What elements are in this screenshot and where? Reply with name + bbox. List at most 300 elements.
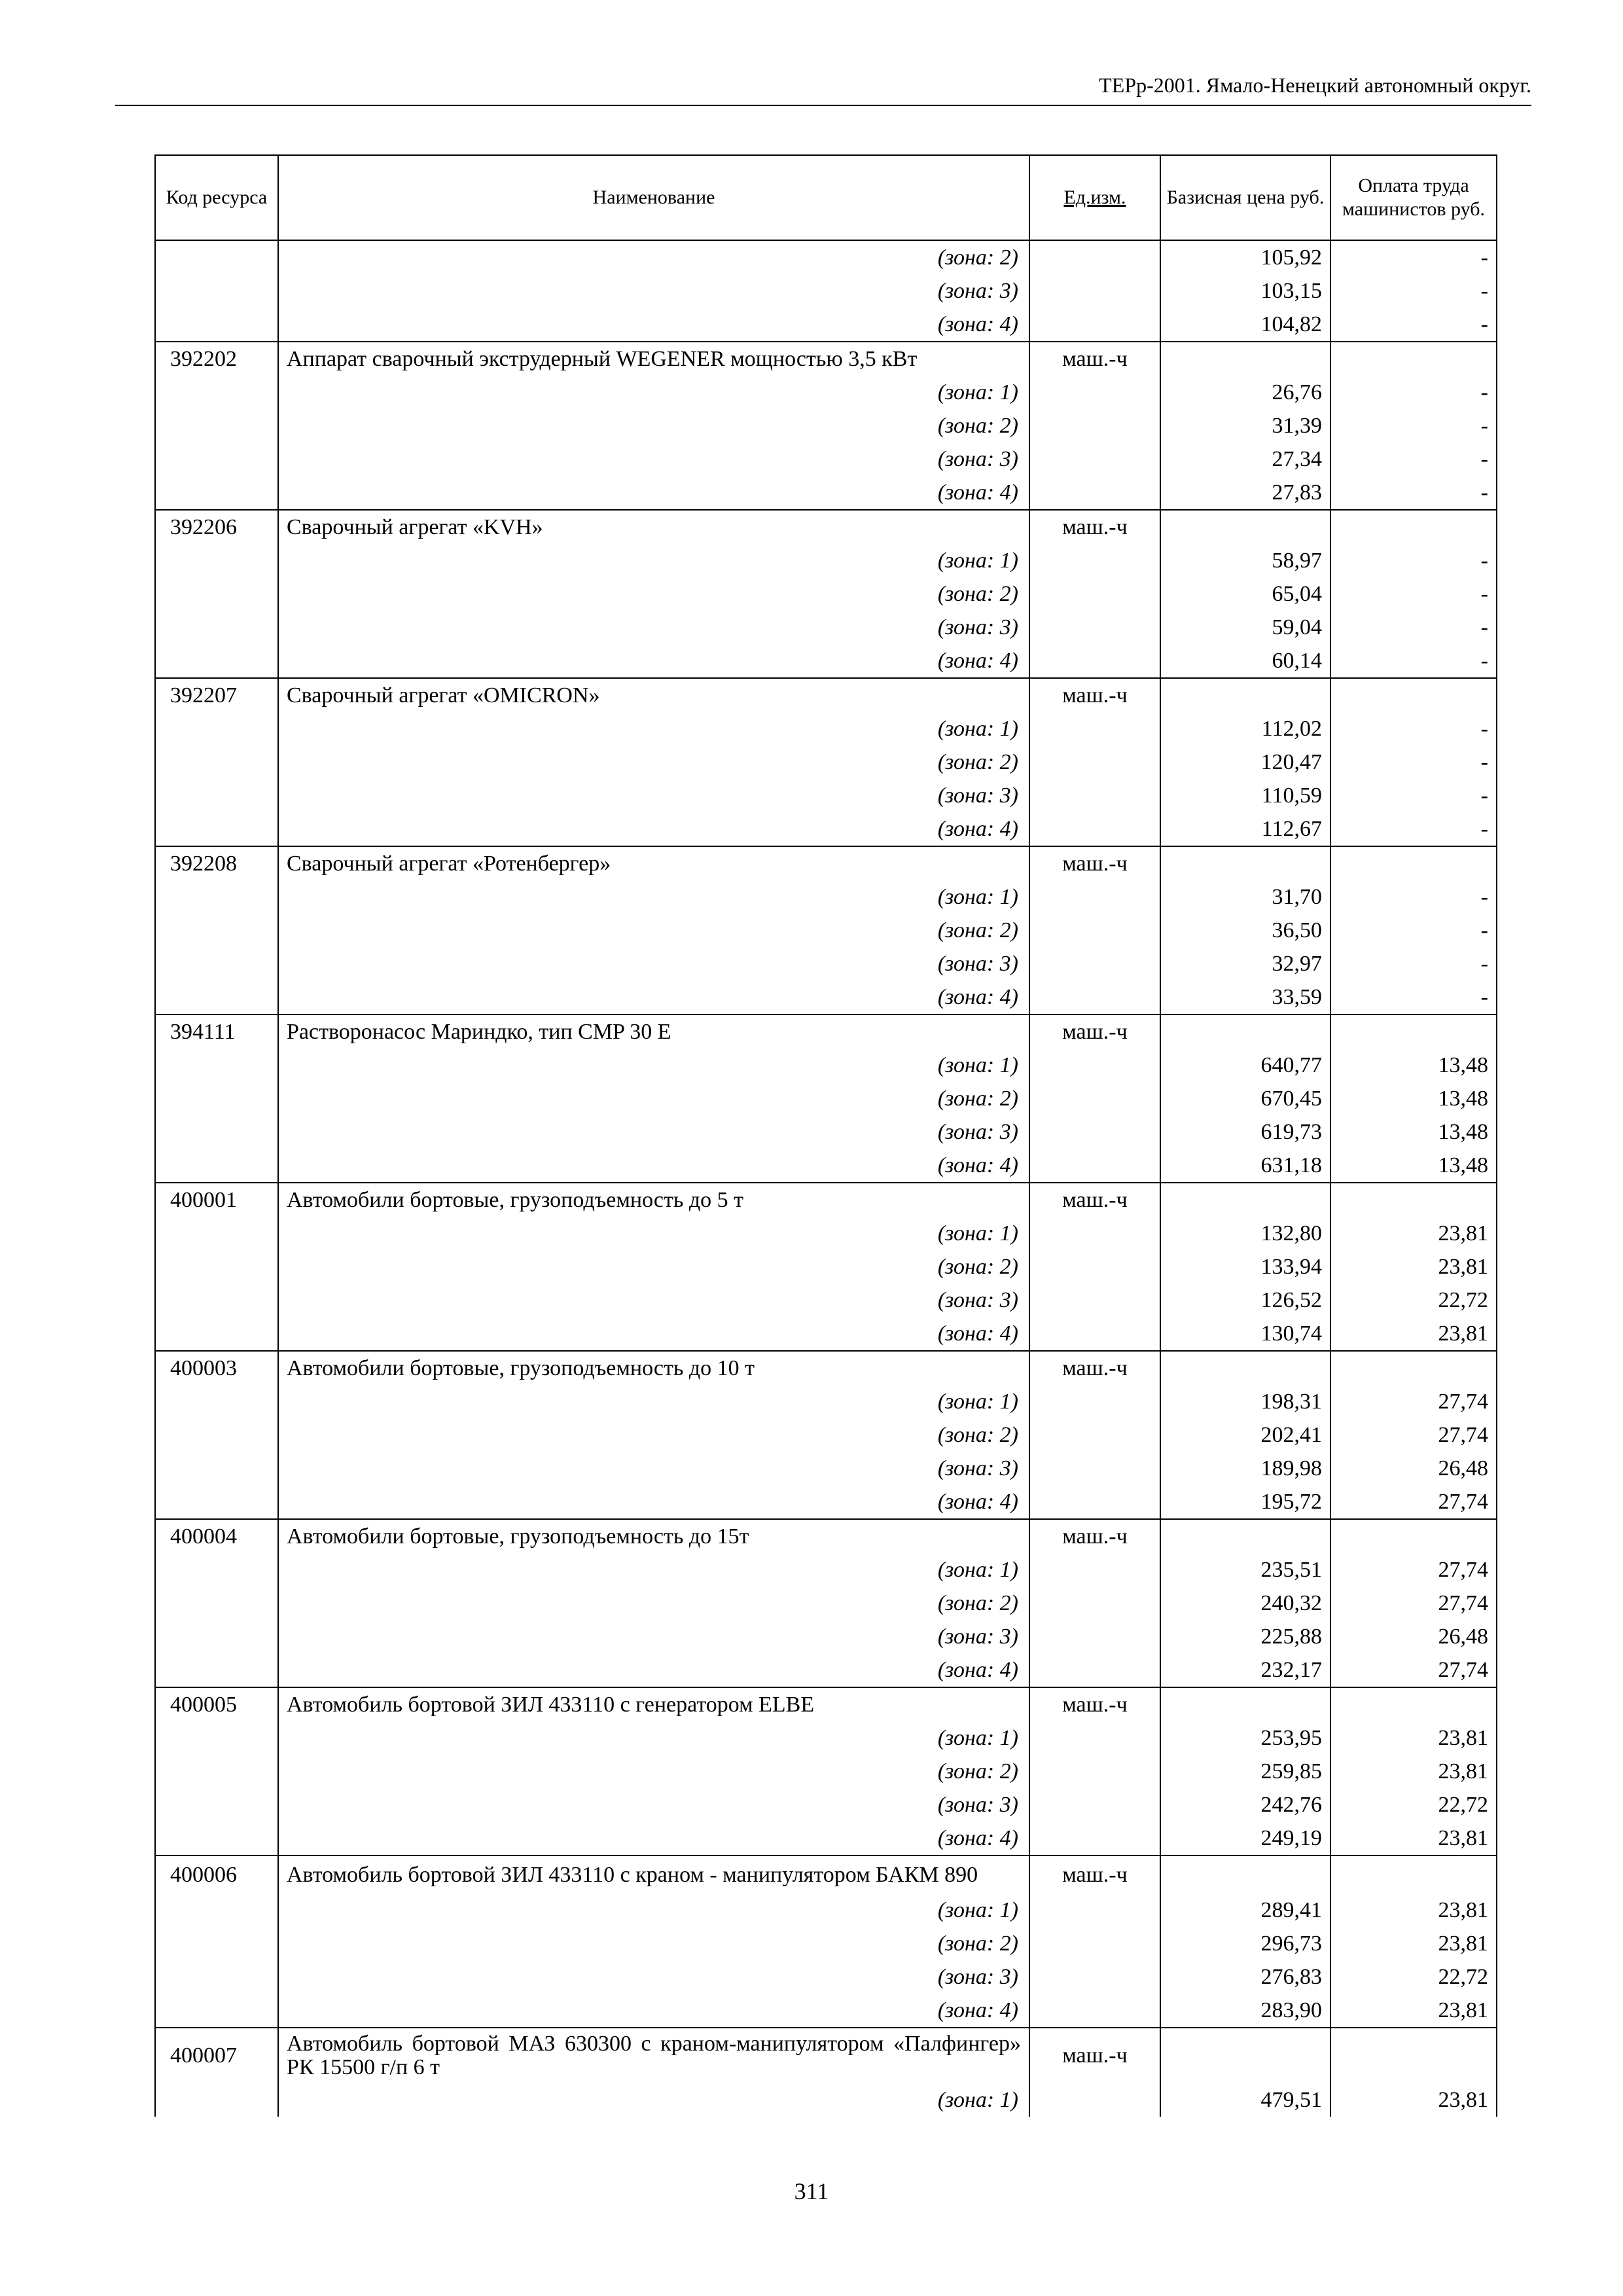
resource-unit: маш.-ч [1029, 678, 1160, 712]
base-price-value: 103,15 [1160, 274, 1330, 308]
zone-label: (зона: 1) [278, 880, 1029, 914]
code-cell [155, 1452, 278, 1485]
labor-value: 27,74 [1330, 1418, 1497, 1452]
code-cell [155, 914, 278, 947]
base-price-cell [1160, 846, 1330, 880]
code-cell [155, 1049, 278, 1082]
base-price-value: 60,14 [1160, 644, 1330, 678]
labor-value: - [1330, 914, 1497, 947]
column-header-base-price: Базисная цена руб. [1160, 155, 1330, 240]
labor-value: 22,72 [1330, 1283, 1497, 1317]
base-price-value: 65,04 [1160, 577, 1330, 611]
resource-unit: маш.-ч [1029, 1351, 1160, 1385]
labor-value: 23,81 [1330, 1893, 1497, 1927]
base-price-value: 36,50 [1160, 914, 1330, 947]
zone-row [155, 1149, 1497, 1183]
resource-code: 394111 [155, 1014, 278, 1049]
zone-row [155, 779, 1497, 812]
code-cell [155, 779, 278, 812]
unit-cell [1029, 376, 1160, 409]
code-cell [155, 2083, 278, 2117]
resource-code: 392202 [155, 342, 278, 376]
resource-unit: маш.-ч [1029, 1014, 1160, 1049]
unit-cell [1029, 1620, 1160, 1653]
base-price-value: 202,41 [1160, 1418, 1330, 1452]
base-price-value: 296,73 [1160, 1927, 1330, 1960]
resource-row [155, 1014, 1497, 1049]
resource-name: Автомобили бортовые, грузоподъемность до 5 т [278, 1183, 1029, 1217]
base-price-value: 640,77 [1160, 1049, 1330, 1082]
code-cell [155, 947, 278, 980]
zone-row [155, 914, 1497, 947]
unit-cell [1029, 1049, 1160, 1082]
unit-cell [1029, 1082, 1160, 1115]
unit-cell [1029, 914, 1160, 947]
column-header-code: Код ресурса [155, 155, 278, 240]
zone-label: (зона: 2) [278, 409, 1029, 442]
zone-row [155, 544, 1497, 577]
code-cell [155, 1418, 278, 1452]
resource-unit: маш.-ч [1029, 1519, 1160, 1553]
base-price-value: 58,97 [1160, 544, 1330, 577]
labor-value: - [1330, 577, 1497, 611]
resource-name: Автомобиль бортовой МАЗ 630300 с краном-манипулятором «Палфингер» РК 15500 г/п 6 т [278, 2028, 1029, 2083]
zone-row [155, 476, 1497, 510]
zone-label: (зона: 2) [278, 1927, 1029, 1960]
code-cell [155, 274, 278, 308]
unit-cell [1029, 1283, 1160, 1317]
code-cell [155, 409, 278, 442]
zone-row [155, 947, 1497, 980]
base-price-cell [1160, 1351, 1330, 1385]
labor-value: - [1330, 611, 1497, 644]
labor-value: 27,74 [1330, 1385, 1497, 1418]
unit-cell [1029, 1653, 1160, 1687]
labor-cell [1330, 342, 1497, 376]
code-cell [155, 1755, 278, 1788]
zone-row [155, 409, 1497, 442]
unit-cell [1029, 1721, 1160, 1755]
labor-cell [1330, 1856, 1497, 1893]
code-cell [155, 611, 278, 644]
resource-name: Автомобиль бортовой ЗИЛ 433110 с краном - манипулятором БАКМ 890 [278, 1856, 1029, 1893]
labor-value: 13,48 [1330, 1115, 1497, 1149]
resource-code: 400006 [155, 1856, 278, 1893]
code-cell [155, 1250, 278, 1283]
resource-unit: маш.-ч [1029, 846, 1160, 880]
resource-row [155, 846, 1497, 880]
resource-row [155, 1519, 1497, 1553]
zone-row [155, 812, 1497, 846]
labor-cell [1330, 846, 1497, 880]
zone-row [155, 1755, 1497, 1788]
labor-value: 23,81 [1330, 1721, 1497, 1755]
resource-row [155, 1856, 1497, 1893]
unit-cell [1029, 308, 1160, 342]
zone-label: (зона: 3) [278, 1115, 1029, 1149]
labor-value: 27,74 [1330, 1553, 1497, 1587]
labor-value: - [1330, 476, 1497, 510]
labor-cell [1330, 1183, 1497, 1217]
column-header-unit: Ед.изм. [1029, 155, 1160, 240]
zone-label: (зона: 4) [278, 1994, 1029, 2028]
unit-cell [1029, 577, 1160, 611]
labor-value: 23,81 [1330, 1217, 1497, 1250]
zone-row [155, 1485, 1497, 1519]
base-price-value: 253,95 [1160, 1721, 1330, 1755]
zone-row [155, 1653, 1497, 1687]
resource-price-table [154, 154, 1497, 2117]
code-cell [155, 1927, 278, 1960]
code-cell [155, 1553, 278, 1587]
base-price-value: 289,41 [1160, 1893, 1330, 1927]
zone-row [155, 1620, 1497, 1653]
zone-label: (зона: 2) [278, 1587, 1029, 1620]
base-price-value: 27,83 [1160, 476, 1330, 510]
unit-cell [1029, 947, 1160, 980]
zone-label: (зона: 1) [278, 1721, 1029, 1755]
zone-row [155, 1788, 1497, 1821]
base-price-value: 130,74 [1160, 1317, 1330, 1351]
base-price-value: 32,97 [1160, 947, 1330, 980]
code-cell [155, 577, 278, 611]
labor-value: - [1330, 779, 1497, 812]
zone-label: (зона: 4) [278, 476, 1029, 510]
zone-row [155, 880, 1497, 914]
unit-cell [1029, 980, 1160, 1014]
code-cell [155, 1788, 278, 1821]
zone-label: (зона: 1) [278, 1385, 1029, 1418]
unit-cell [1029, 1893, 1160, 1927]
labor-value: - [1330, 947, 1497, 980]
base-price-cell [1160, 1687, 1330, 1721]
code-cell [155, 1115, 278, 1149]
base-price-value: 276,83 [1160, 1960, 1330, 1994]
zone-label: (зона: 2) [278, 240, 1029, 274]
resource-code: 400007 [155, 2028, 278, 2083]
unit-cell [1029, 1217, 1160, 1250]
zone-row [155, 1927, 1497, 1960]
resource-name: Автомобили бортовые, грузоподъемность до 10 т [278, 1351, 1029, 1385]
resource-unit: маш.-ч [1029, 510, 1160, 544]
base-price-value: 27,34 [1160, 442, 1330, 476]
zone-label: (зона: 1) [278, 2083, 1029, 2117]
zone-row [155, 1893, 1497, 1927]
base-price-value: 232,17 [1160, 1653, 1330, 1687]
zone-label: (зона: 3) [278, 1960, 1029, 1994]
labor-value: 23,81 [1330, 1821, 1497, 1856]
base-price-value: 31,70 [1160, 880, 1330, 914]
zone-label: (зона: 2) [278, 1082, 1029, 1115]
zone-row [155, 577, 1497, 611]
zone-row [155, 376, 1497, 409]
zone-label: (зона: 3) [278, 1788, 1029, 1821]
zone-label: (зона: 3) [278, 1283, 1029, 1317]
base-price-value: 105,92 [1160, 240, 1330, 274]
labor-cell [1330, 510, 1497, 544]
carryover-zone-row [155, 308, 1497, 342]
zone-row [155, 1452, 1497, 1485]
zone-label: (зона: 3) [278, 1620, 1029, 1653]
base-price-value: 133,94 [1160, 1250, 1330, 1283]
unit-cell [1029, 544, 1160, 577]
resource-code: 400005 [155, 1687, 278, 1721]
zone-row [155, 611, 1497, 644]
base-price-value: 198,31 [1160, 1385, 1330, 1418]
zone-row [155, 1821, 1497, 1856]
unit-cell [1029, 1149, 1160, 1183]
base-price-value: 112,67 [1160, 812, 1330, 846]
unit-cell [1029, 611, 1160, 644]
zone-label: (зона: 1) [278, 712, 1029, 745]
labor-value: 23,81 [1330, 2083, 1497, 2117]
code-cell [155, 1217, 278, 1250]
resource-unit: маш.-ч [1029, 2028, 1160, 2083]
zone-label: (зона: 4) [278, 644, 1029, 678]
resource-code: 392208 [155, 846, 278, 880]
unit-cell [1029, 409, 1160, 442]
code-cell [155, 1283, 278, 1317]
base-price-value: 31,39 [1160, 409, 1330, 442]
zone-label: (зона: 2) [278, 1250, 1029, 1283]
labor-value: - [1330, 980, 1497, 1014]
code-cell [155, 1587, 278, 1620]
base-price-value: 104,82 [1160, 308, 1330, 342]
labor-value: 22,72 [1330, 1788, 1497, 1821]
code-cell [155, 1721, 278, 1755]
zone-row [155, 745, 1497, 779]
labor-value: - [1330, 745, 1497, 779]
zone-label: (зона: 3) [278, 947, 1029, 980]
resource-row [155, 1351, 1497, 1385]
zone-label: (зона: 2) [278, 1418, 1029, 1452]
zone-label: (зона: 1) [278, 1217, 1029, 1250]
labor-value: - [1330, 712, 1497, 745]
labor-value: 23,81 [1330, 1927, 1497, 1960]
unit-cell [1029, 1553, 1160, 1587]
labor-value: 26,48 [1330, 1452, 1497, 1485]
base-price-cell [1160, 342, 1330, 376]
zone-label: (зона: 4) [278, 308, 1029, 342]
zone-row [155, 712, 1497, 745]
resource-name: Аппарат сварочный экструдерный WEGENER мощностью 3,5 кВт [278, 342, 1029, 376]
unit-cell [1029, 1115, 1160, 1149]
labor-value: - [1330, 274, 1497, 308]
code-cell [155, 1960, 278, 1994]
zone-label: (зона: 1) [278, 544, 1029, 577]
unit-cell [1029, 442, 1160, 476]
labor-value: 27,74 [1330, 1653, 1497, 1687]
unit-cell [1029, 1250, 1160, 1283]
labor-value: - [1330, 812, 1497, 846]
zone-row [155, 644, 1497, 678]
unit-cell [1029, 1788, 1160, 1821]
code-cell [155, 980, 278, 1014]
code-cell [155, 1385, 278, 1418]
labor-value: 27,74 [1330, 1485, 1497, 1519]
zone-row [155, 1553, 1497, 1587]
base-price-value: 120,47 [1160, 745, 1330, 779]
column-header-name: Наименование [278, 155, 1029, 240]
base-price-value: 33,59 [1160, 980, 1330, 1014]
unit-cell [1029, 779, 1160, 812]
resource-name: Автомобили бортовые, грузоподъемность до 15т [278, 1519, 1029, 1553]
zone-row [155, 1217, 1497, 1250]
labor-value: 13,48 [1330, 1082, 1497, 1115]
base-price-value: 132,80 [1160, 1217, 1330, 1250]
resource-name: Сварочный агрегат «Ротенбергер» [278, 846, 1029, 880]
zone-row [155, 1418, 1497, 1452]
zone-label: (зона: 2) [278, 914, 1029, 947]
zone-label: (зона: 4) [278, 1653, 1029, 1687]
resource-name: Сварочный агрегат «OMICRON» [278, 678, 1029, 712]
code-cell [155, 1994, 278, 2028]
code-cell [155, 644, 278, 678]
unit-cell [1029, 1587, 1160, 1620]
base-price-value: 242,76 [1160, 1788, 1330, 1821]
resource-unit: маш.-ч [1029, 1856, 1160, 1893]
zone-row [155, 1721, 1497, 1755]
zone-label: (зона: 1) [278, 376, 1029, 409]
code-cell [155, 308, 278, 342]
code-cell [155, 1082, 278, 1115]
base-price-cell [1160, 1014, 1330, 1049]
zone-row [155, 1049, 1497, 1082]
base-price-cell [1160, 1856, 1330, 1893]
labor-value: 13,48 [1330, 1049, 1497, 1082]
code-cell [155, 745, 278, 779]
base-price-value: 631,18 [1160, 1149, 1330, 1183]
labor-cell [1330, 1351, 1497, 1385]
code-cell [155, 240, 278, 274]
zone-row [155, 1960, 1497, 1994]
code-cell [155, 1893, 278, 1927]
labor-value: - [1330, 308, 1497, 342]
unit-cell [1029, 476, 1160, 510]
unit-cell [1029, 1755, 1160, 1788]
header-rule [115, 105, 1531, 106]
unit-cell [1029, 880, 1160, 914]
labor-cell [1330, 2028, 1497, 2083]
base-price-value: 670,45 [1160, 1082, 1330, 1115]
resource-row [155, 2028, 1497, 2083]
code-cell [155, 1821, 278, 1856]
zone-label: (зона: 2) [278, 577, 1029, 611]
unit-cell [1029, 745, 1160, 779]
running-header-title: ТЕРр-2001. Ямало-Ненецкий автономный округ. [1099, 73, 1531, 97]
carryover-zone-row [155, 274, 1497, 308]
resource-row [155, 1687, 1497, 1721]
zone-label: (зона: 1) [278, 1049, 1029, 1082]
zone-label: (зона: 4) [278, 812, 1029, 846]
zone-label: (зона: 4) [278, 980, 1029, 1014]
resource-code: 400003 [155, 1351, 278, 1385]
code-cell [155, 1653, 278, 1687]
labor-value: - [1330, 880, 1497, 914]
labor-cell [1330, 678, 1497, 712]
resource-unit: маш.-ч [1029, 1687, 1160, 1721]
base-price-cell [1160, 510, 1330, 544]
labor-value: - [1330, 442, 1497, 476]
base-price-value: 249,19 [1160, 1821, 1330, 1856]
zone-label: (зона: 4) [278, 1149, 1029, 1183]
zone-row [155, 1994, 1497, 2028]
resource-code: 392207 [155, 678, 278, 712]
zone-label: (зона: 4) [278, 1317, 1029, 1351]
resource-row [155, 510, 1497, 544]
zone-row [155, 1082, 1497, 1115]
labor-value: - [1330, 644, 1497, 678]
code-cell [155, 544, 278, 577]
base-price-cell [1160, 1519, 1330, 1553]
base-price-value: 189,98 [1160, 1452, 1330, 1485]
resource-code: 400004 [155, 1519, 278, 1553]
base-price-value: 195,72 [1160, 1485, 1330, 1519]
base-price-value: 225,88 [1160, 1620, 1330, 1653]
table-header-row [155, 155, 1497, 240]
base-price-value: 283,90 [1160, 1994, 1330, 2028]
zone-row [155, 1317, 1497, 1351]
code-cell [155, 880, 278, 914]
zone-row [155, 1250, 1497, 1283]
labor-value: 23,81 [1330, 1755, 1497, 1788]
zone-row [155, 442, 1497, 476]
resource-code: 392206 [155, 510, 278, 544]
labor-cell [1330, 1014, 1497, 1049]
unit-cell [1029, 712, 1160, 745]
resource-row [155, 1183, 1497, 1217]
code-cell [155, 1620, 278, 1653]
unit-cell [1029, 1960, 1160, 1994]
zone-row [155, 1587, 1497, 1620]
zone-label: (зона: 3) [278, 442, 1029, 476]
base-price-value: 240,32 [1160, 1587, 1330, 1620]
unit-cell [1029, 1418, 1160, 1452]
base-price-value: 59,04 [1160, 611, 1330, 644]
zone-row [155, 1115, 1497, 1149]
code-cell [155, 712, 278, 745]
column-header-labor: Оплата труда машинистов руб. [1330, 155, 1497, 240]
labor-value: 22,72 [1330, 1960, 1497, 1994]
zone-label: (зона: 2) [278, 1755, 1029, 1788]
labor-value: - [1330, 409, 1497, 442]
page-number: 311 [794, 2178, 829, 2204]
zone-row [155, 980, 1497, 1014]
labor-value: 13,48 [1330, 1149, 1497, 1183]
unit-cell [1029, 1994, 1160, 2028]
unit-cell [1029, 1821, 1160, 1856]
zone-label: (зона: 3) [278, 779, 1029, 812]
code-cell [155, 376, 278, 409]
labor-value: 23,81 [1330, 1994, 1497, 2028]
labor-value: 26,48 [1330, 1620, 1497, 1653]
zone-row [155, 1283, 1497, 1317]
table-body [155, 240, 1497, 2117]
unit-cell [1029, 2083, 1160, 2117]
base-price-cell [1160, 678, 1330, 712]
labor-value: - [1330, 376, 1497, 409]
base-price-value: 110,59 [1160, 779, 1330, 812]
base-price-value: 479,51 [1160, 2083, 1330, 2117]
unit-cell [1029, 1452, 1160, 1485]
labor-value: 23,81 [1330, 1250, 1497, 1283]
code-cell [155, 442, 278, 476]
resource-row [155, 678, 1497, 712]
zone-label: (зона: 2) [278, 745, 1029, 779]
unit-cell [1029, 644, 1160, 678]
carryover-zone-row [155, 240, 1497, 274]
unit-cell [1029, 1385, 1160, 1418]
